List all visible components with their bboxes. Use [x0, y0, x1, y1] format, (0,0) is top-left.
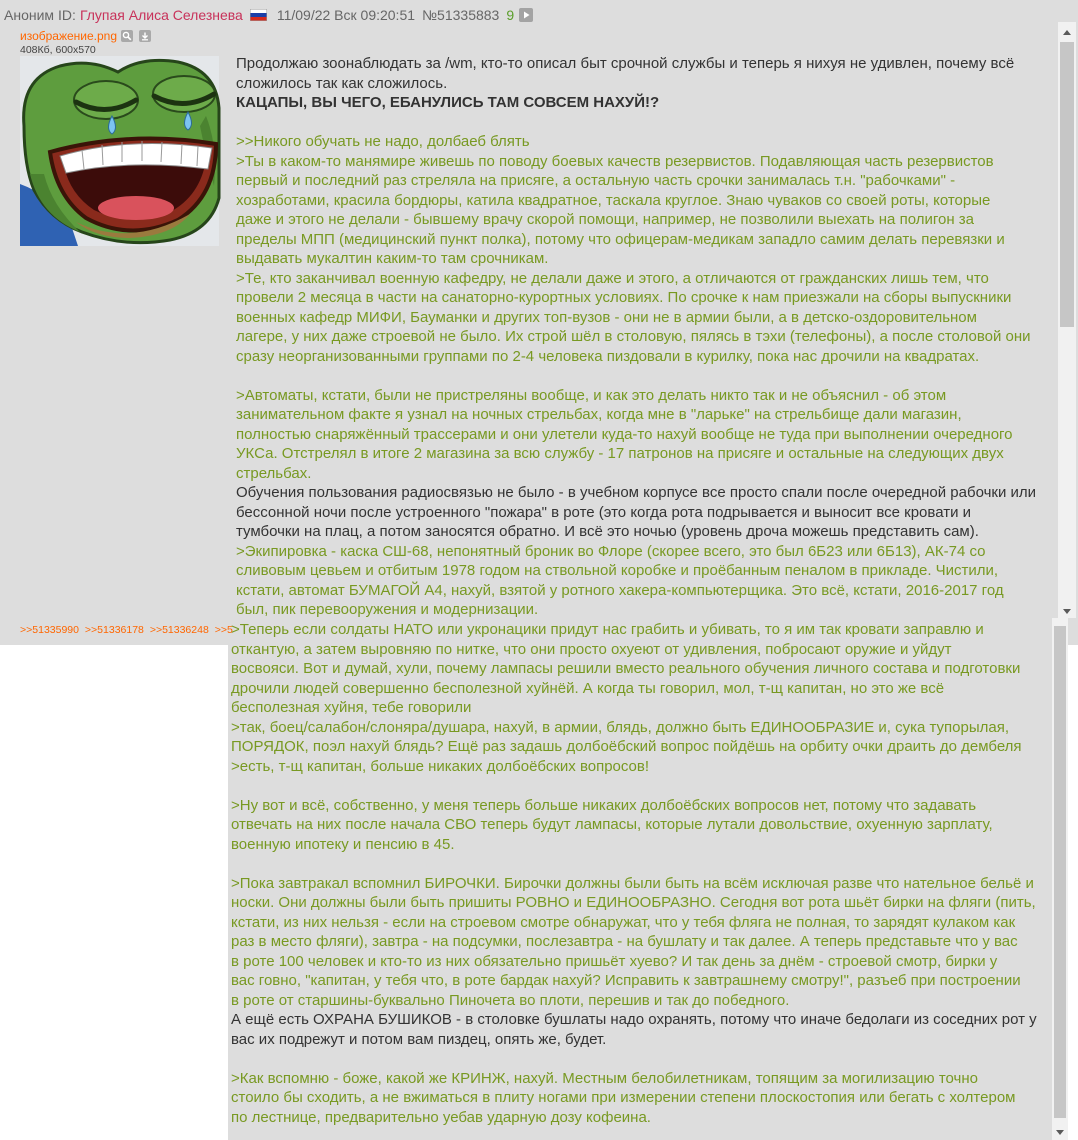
- quote-line: лагере, у них даже строевой не было. Их строй шёл в столовую, пялясь в тэхи (телефоны), а после столовой они: [236, 328, 1031, 345]
- quote-line: занимательном факте я узнал на ночных стрельбах, когда мне в "ларьке" на стрельбище дали магазин,: [236, 406, 962, 423]
- quote-line: >Пока завтракал вспомнил БИРОЧКИ. Бирочки должны были быть на всём исключая разве что нательное бельё и: [231, 874, 1034, 892]
- text-line: сложилось так как сложилось.: [236, 74, 448, 92]
- quote-line: >Экипировка - каска СШ-68, непонятный броник во Флоре (скорее всего, это был 6Б23 или 6Б13), АК-74 со: [236, 542, 986, 560]
- quote-line: полностью снаряжённый трассерами и они улетели куда-то нахуй вообще не туда при выполнении очередного: [236, 425, 1013, 443]
- scroll-up-arrow-icon[interactable]: [1058, 25, 1076, 39]
- quote-line: хозработами, красила бордюры, катила квадратное, таскала круглое. Знаю чуваков со своей роты, которые: [236, 191, 991, 209]
- text-line: вас их подрежут и потом вам пиздец, опять же, будет.: [231, 1030, 607, 1048]
- quote-line: провели 2 месяца в части на санаторно-курортных условиях. По срочке к нам приезжали на сборы выпускники: [236, 289, 1012, 306]
- quote-line: УКСа. Отстрелял в итоге 2 магазина за всю службу - 17 патронов на присяге и остальные на следующих двух: [236, 445, 1004, 462]
- scroll-down-arrow-icon[interactable]: [1052, 1125, 1068, 1139]
- file-info: [20, 28, 157, 44]
- quote-line: стоило бы сходить, а не вжиматься в плиту ногами при измерении степени плоскостопия или бегать с холтером: [231, 1089, 1016, 1106]
- quote-line: откантую, а затем выровняю по нитке, что они просто охуеют от удивления, побросают оружие и уйдут: [231, 640, 952, 658]
- scrollbar[interactable]: [1052, 618, 1068, 1140]
- post-message-top: [236, 54, 1052, 620]
- quote-line: бесполезная хуйня, тебе говорили: [231, 699, 472, 716]
- text-line: Продолжаю зоонаблюдать за /wm, кто-то описал быт срочной службы и теперь я нихуя не удивлен, почему всё: [236, 55, 1015, 72]
- file-meta: 408Кб, 600x570: [20, 44, 96, 56]
- quote-line: восвояси. Вот и думай, хули, почему лампасы решили вместо реального обучения личного состава и подготовки: [231, 660, 1021, 677]
- blank-line: [236, 113, 237, 133]
- reply-link[interactable]: >>5: [214, 624, 233, 636]
- reply-link[interactable]: >>51336178: [84, 624, 144, 636]
- post-author: Аноним: [4, 7, 55, 23]
- quote-line: дрочили людей совершенно бесполезной хуйнёй. А когда ты говорил, мол, т-щ капитан, но это же всё: [231, 679, 945, 697]
- quote-line: >Те, кто заканчивал военную кафедру, не делали даже и этого, а отличаются от гражданских лишь тем, что: [236, 269, 989, 287]
- blank-line: [231, 776, 232, 796]
- text-line: А ещё есть ОХРАНА БУШИКОВ - в столовке бушлаты надо охранять, потому что иначе бедолаги из соседних рот у: [231, 1011, 1037, 1028]
- quote-line: >так, боец/салабон/слоняра/душара, нахуй, в армии, блядь, должно быть ЕДИНООБРАЗИЕ и, сука тупорылая,: [231, 718, 1009, 736]
- text-line: тумбочки на плац, а потом заносятся обратно. И всё это ночью (уровень дроча можешь представить сам).: [236, 523, 979, 540]
- quote-line: ПОРЯДОК, поэл нахуй блядь? Ещё раз задашь долбоёбский вопрос пойдёшь на орбиту очки драить до дембеля: [231, 738, 1022, 755]
- quote-line: по лестнице, предварительно уебав ударную дозу кофеина.: [231, 1108, 651, 1126]
- scrollbar-thumb[interactable]: [1060, 42, 1074, 327]
- post-id-label: ID:: [58, 7, 76, 23]
- scroll-down-arrow-icon[interactable]: [1058, 604, 1076, 618]
- quote-line: даже и этого не делали - бывшему врачу скорой помощи, например, не позволили выехать на полигон за: [236, 211, 974, 228]
- quote-line: >есть, т-щ капитан, больше никаких долбоёбских вопросов!: [231, 757, 650, 775]
- quote-line: отвечать на них после начала СВО теперь будут лампасы, которые лутали довольствие, охуенную зарплату,: [231, 816, 993, 833]
- text-line: КАЦАПЫ, ВЫ ЧЕГО, ЕБАНУЛИСЬ ТАМ СОВСЕМ НАХУЙ!?: [236, 94, 660, 111]
- quote-line: вас говно, "капитан, у тебя что, в роте бардак нахуй? Исправить к завтрашнему смотру!", разъеб при построении: [231, 972, 1021, 989]
- quote-line: >Как вспомню - боже, какой же КРИНЖ, нахуй. Местным белобилетникам, топящим за могилизацию точно: [231, 1069, 978, 1087]
- post-replies: [20, 623, 233, 638]
- quote-line: кстати, автомат БУМАГОЙ А4, нахуй, взятой у ротного хакера-компьютерщика. Это всё, кстати, 2016-2017 год: [236, 581, 1004, 599]
- scrollbar-thumb[interactable]: [1054, 626, 1066, 1118]
- scrollbar[interactable]: [1058, 22, 1076, 618]
- download-icon[interactable]: [139, 30, 151, 42]
- post-message-bottom: [231, 620, 1049, 1128]
- russia-flag-icon: [250, 9, 267, 21]
- quote-line: в роте 100 человек и кто-то из них обязательно пришьёт хуево? И так день за днём - строевой смотр, бирки у: [231, 952, 998, 970]
- quote-line: первый и последний раз стреляла на присяге, а остальную часть срочки занималась т.н. "рабочками" -: [236, 172, 956, 189]
- quote-line: военных кафедр МИФИ, Бауманки и других топ-вузов - они не в армии были, а в детско-оздоровительном: [236, 308, 977, 326]
- quote-line: раз в место фляги), завтра - на подсумки, послезавтра - на бушлату и так далее. А теперь представьте что у вас: [231, 933, 1018, 950]
- post-header: [4, 5, 533, 25]
- post-ordinal: 9: [506, 7, 515, 23]
- quote-line: сливовым цевьем и отбитым 1978 годом на ствольной коробке и проёбанным пеналом в прикладе. Чистили,: [236, 562, 999, 579]
- reply-link[interactable]: >>51335990: [20, 624, 79, 636]
- quote-line: >>Никого обучать не надо, долбаеб блять: [236, 133, 530, 150]
- reply-link[interactable]: >>51336248: [149, 624, 209, 636]
- quote-line: >Ты в каком-то манямире живешь по поводу боевых качеств резервистов. Подавляющая часть резервистов: [236, 152, 994, 170]
- quote-line: был, пик перевооружения и модернизации.: [236, 601, 539, 618]
- quote-line: в роте от старшины-буквально Пиночета во плоти, перешив и так до победного.: [231, 991, 790, 1009]
- quote-line: кстати, из них нельзя - если на строевом смотре обнаружат, что у тебя фляга не полная, то зарядят кулаком как: [231, 913, 1016, 931]
- play-icon[interactable]: [519, 8, 533, 22]
- quote-line: >Теперь если солдаты НАТО или укронацики придут нас грабить и убивать, то я им так кровати заправлю и: [231, 621, 984, 638]
- blank-line: [231, 854, 232, 874]
- file-name-link[interactable]: изображение.png: [20, 29, 118, 43]
- quote-line: пределы МПП (медицинский пункт полка), потому что офицерам-медикам западло самим делать перевязки и: [236, 230, 1005, 248]
- text-line: бессонной ночи после устроенного "пожара" в роте (это когда рота подрывается и выносит все кровати и: [236, 503, 972, 521]
- quote-line: сразу неорганизованными группами по 2-4 человека пиздовали в курилку, пока нас дрочили на квадратах.: [236, 347, 980, 365]
- text-line: Обучения пользования радиосвязью не было - в учебном корпусе все просто спали после очередной рабочки или: [236, 484, 1037, 501]
- search-icon[interactable]: [121, 30, 133, 42]
- post-date: 11/09/22 Вск 09:20:51: [276, 7, 416, 23]
- quote-line: носки. Они должны были быть пришиты РОВНО и ЕДИНООБРАЗНО. Сегодня вот рота шьёт бирки на фляги (пить,: [231, 894, 1036, 911]
- quote-line: стрельбах.: [236, 464, 312, 482]
- blank-line: [236, 366, 237, 386]
- post-image[interactable]: [20, 56, 219, 246]
- quote-line: >Автоматы, кстати, были не пристреляны вообще, и как это делать никто так и не объяснил - об этом: [236, 386, 947, 404]
- quote-line: выдавать мукалтин каким-то там срочникам.: [236, 250, 549, 267]
- quote-line: >Ну вот и всё, собственно, у меня теперь больше никаких долбоёбских вопросов нет, потому что задавать: [231, 796, 977, 814]
- quote-line: военную ипотеку и пенсию в 45.: [231, 835, 455, 853]
- post-id-name: Глупая Алиса Селезнева: [79, 7, 243, 23]
- blank-line: [231, 1049, 232, 1069]
- post-number-link[interactable]: №51335883: [422, 7, 500, 23]
